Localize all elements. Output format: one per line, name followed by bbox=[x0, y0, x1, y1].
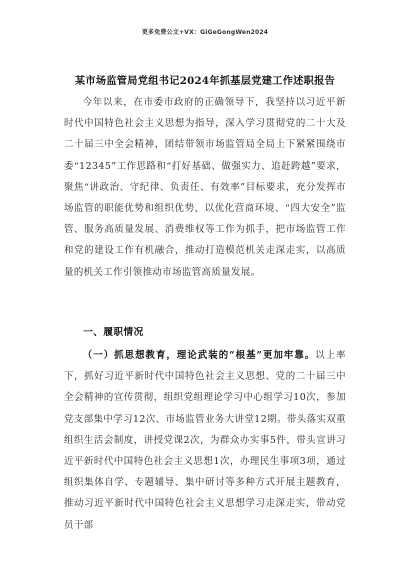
intro-paragraph: 今年以来，在市委市政府的正确领导下，我坚持以习近平新时代中国特色社会主义思想为指导，深入学习贯彻党的二十大及二十届三中全会精神，团结带领市场监管局全局上下紧紧围绕市委“12345”工作思路和“打好基础、做强实力、追赶跨越”要求，聚焦“讲政治、守纪律、负责任、有效率”目标要求，充分发挥市场监管的职能优势和组织优势，以优化营商环境、“四大安全”监管、服务高质量发展、消费维权等工作为抓手，把市场监管工作和党的建设工作有机融合，推动打造模范机关走深走实，以高质量的机关工作引领推动市场监管高质量发展。 bbox=[64, 97, 346, 278]
document-title: 某市场监管局党组书记2024年抓基层党建工作述职报告 bbox=[74, 75, 336, 87]
subsection-paragraph bbox=[64, 345, 346, 536]
header-note: 更多免费公文+VX：GiGeGongWen2024 bbox=[141, 29, 269, 36]
subsection-text: 以上率下，抓好习近平新时代中国特色社会主义思想、党的二十届三中全会精神的宣传贯彻，组织党组理论学习中心组学习10次，参加党支部集中学习12次、市场监管业务大讲堂12期。带头落实双重组织生活会制度，讲授党课2次，为群众办实事5件，带头宣讲习近平新时代中国特色社会主义思想1次，办理民生事项3项，通过组织集体自学、专题辅导、集中研讨等多种方式开展主题教育，推动习近平新时代中国特色社会主义思想学习走深走实，带动党员干部 bbox=[64, 350, 346, 531]
subsection-heading: （一）抓思想教育，理论武装的“根基”更加牢靠。 bbox=[82, 350, 316, 361]
section-heading: 一、履职情况 bbox=[83, 327, 144, 338]
